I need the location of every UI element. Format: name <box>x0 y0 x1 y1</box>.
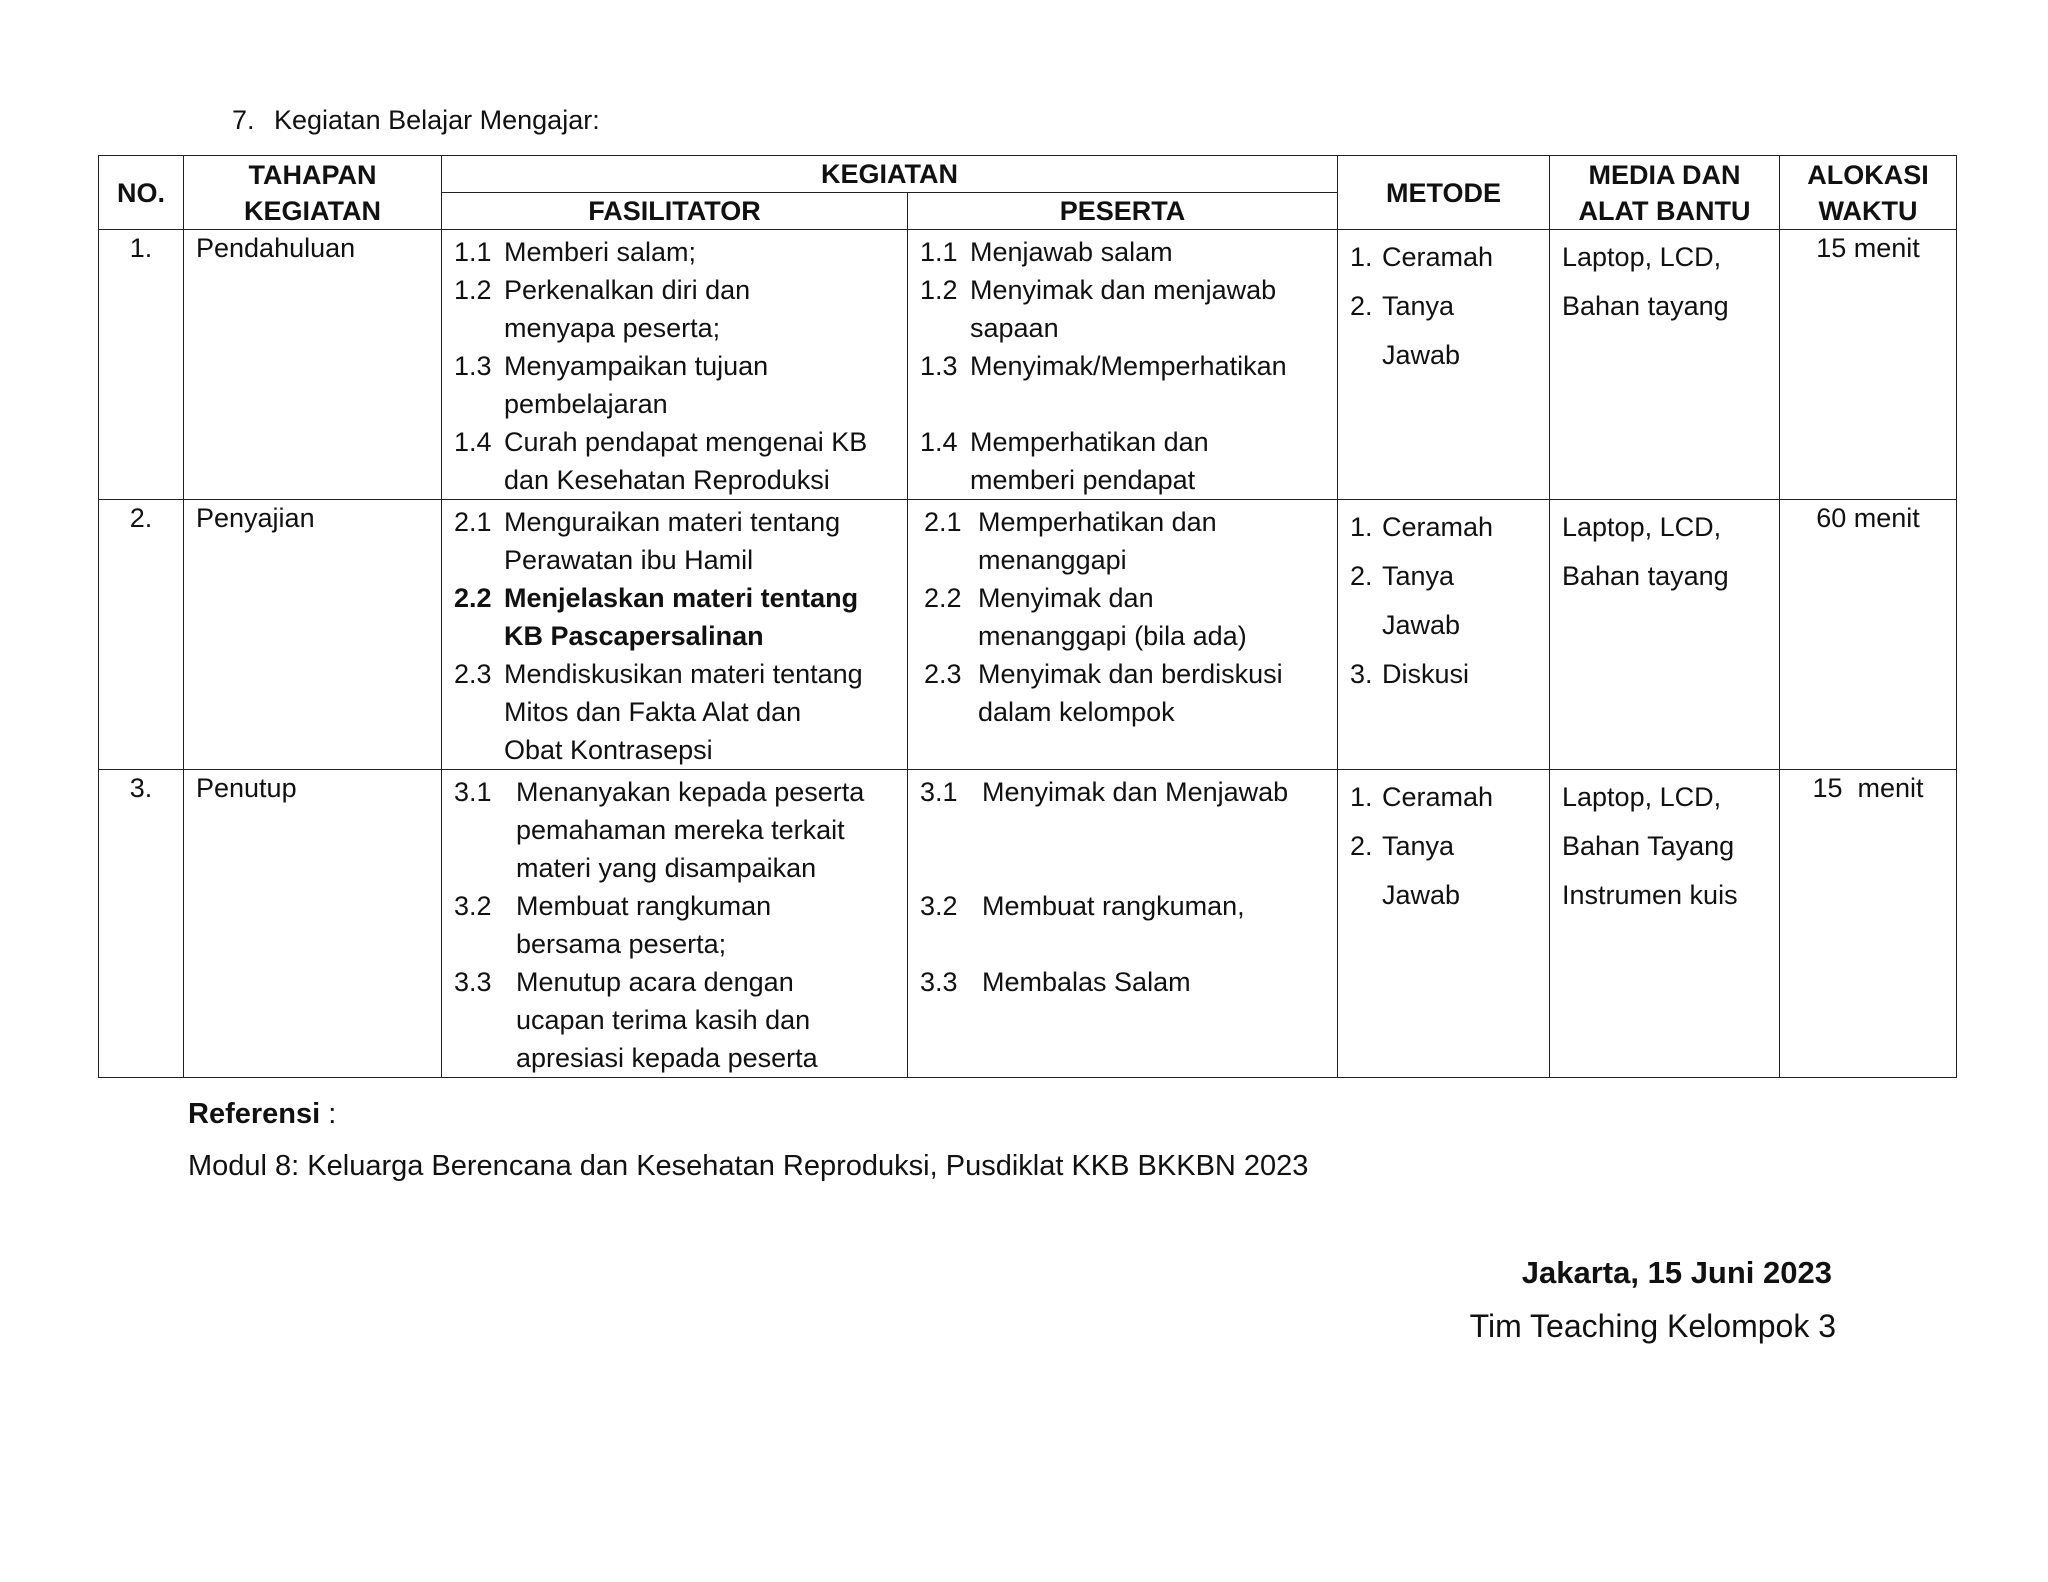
list-item: 1.3 Menyampaikan tujuan pembelajaran <box>454 351 769 419</box>
header-media: MEDIA DAN ALAT BANTU <box>1550 156 1780 230</box>
list-item: 2.3 Mendiskusikan materi tentang Mitos dan Fakta Alat dan Obat Kontrasepsi <box>454 659 863 765</box>
fasilitator-cell <box>442 230 908 500</box>
header-no: NO. <box>99 156 184 230</box>
list-item: 1.3 Menyimak/Memperhatikan <box>920 351 1287 381</box>
list-item: 2.1 Memperhatikan dan menanggapi <box>924 507 1217 575</box>
list-item: 2.1 Menguraikan materi tentang Perawatan ibu Hamil <box>454 507 841 575</box>
row-number: 1. <box>99 230 184 500</box>
place-date: Jakarta, 15 Juni 2023 <box>1521 1255 1832 1290</box>
header-tahapan: TAHAPAN KEGIATAN <box>184 156 442 230</box>
header-fasilitator: FASILITATOR <box>442 193 908 230</box>
list-item: 1.2 Perkenalkan diri dan menyapa peserta; <box>454 275 751 343</box>
peserta-cell <box>908 230 1338 500</box>
alokasi-cell: 60 menit <box>1780 500 1957 770</box>
list-item: 1.4 Memperhatikan dan memberi pendapat <box>920 427 1209 495</box>
metode-cell: 1. Ceramah 2. Tanya Jawab <box>1338 230 1550 500</box>
row-tahapan: Penutup <box>184 770 442 1078</box>
media-cell: Laptop, LCD, Bahan tayang <box>1550 230 1780 500</box>
learning-activities-table <box>98 155 1957 1078</box>
section-heading <box>232 105 600 136</box>
list-item: 1.2 Menyimak dan menjawab sapaan <box>920 275 1277 343</box>
table-row <box>99 500 1957 770</box>
list-item: 2.2 Menyimak dan menanggapi (bila ada) <box>924 583 1247 651</box>
team-name: Tim Teaching Kelompok 3 <box>1469 1308 1836 1344</box>
list-item: 3.2 Membuat rangkuman, <box>920 891 1245 921</box>
alokasi-cell: 15 menit <box>1780 230 1957 500</box>
list-item: 1.1 Memberi salam; <box>454 237 697 267</box>
table-row <box>99 770 1957 1078</box>
reference-text: Modul 8: Keluarga Berencana dan Kesehatan Reproduksi, Pusdiklat KKB BKKBN 2023 <box>188 1150 1309 1182</box>
list-item: 2.2 Menjelaskan materi tentang KB Pascapersalinan <box>454 583 859 651</box>
section-number: 7. <box>232 105 255 135</box>
header-metode: METODE <box>1338 156 1550 230</box>
list-item: 3.2 Membuat rangkuman bersama peserta; <box>454 891 772 959</box>
header-kegiatan: KEGIATAN <box>442 156 1338 193</box>
metode-cell: 1. Ceramah 2. Tanya Jawab <box>1338 770 1550 1078</box>
header-alokasi: ALOKASI WAKTU <box>1780 156 1957 230</box>
fasilitator-cell <box>442 770 908 1078</box>
list-item: 3.3 Membalas Salam <box>920 967 1191 997</box>
header-row-1 <box>99 156 1957 193</box>
fasilitator-cell <box>442 500 908 770</box>
header-peserta: PESERTA <box>908 193 1338 230</box>
peserta-cell <box>908 500 1338 770</box>
list-item: 3.1 Menanyakan kepada peserta pemahaman mereka terkait materi yang disampaikan <box>454 777 865 883</box>
list-item: 3.3 Menutup acara dengan ucapan terima kasih dan apresiasi kepada peserta <box>454 967 818 1073</box>
peserta-cell <box>908 770 1338 1078</box>
list-item: 2.3 Menyimak dan berdiskusi dalam kelompok <box>924 659 1283 727</box>
media-cell: Laptop, LCD, Bahan Tayang Instrumen kuis <box>1550 770 1780 1078</box>
list-item: 3.1 Menyimak dan Menjawab <box>920 777 1289 807</box>
list-item: 1.1 Menjawab salam <box>920 237 1173 267</box>
row-tahapan: Pendahuluan <box>184 230 442 500</box>
alokasi-cell: 15 menit <box>1780 770 1957 1078</box>
section-title: Kegiatan Belajar Mengajar: <box>274 105 600 135</box>
reference-heading: Referensi : <box>188 1098 337 1130</box>
table-row <box>99 230 1957 500</box>
row-tahapan: Penyajian <box>184 500 442 770</box>
row-number: 2. <box>99 500 184 770</box>
row-number: 3. <box>99 770 184 1078</box>
metode-cell: 1. Ceramah 2. Tanya Jawab 3. Diskusi <box>1338 500 1550 770</box>
media-cell: Laptop, LCD, Bahan tayang <box>1550 500 1780 770</box>
list-item: 1.4 Curah pendapat mengenai KB dan Kesehatan Reproduksi <box>454 427 868 495</box>
